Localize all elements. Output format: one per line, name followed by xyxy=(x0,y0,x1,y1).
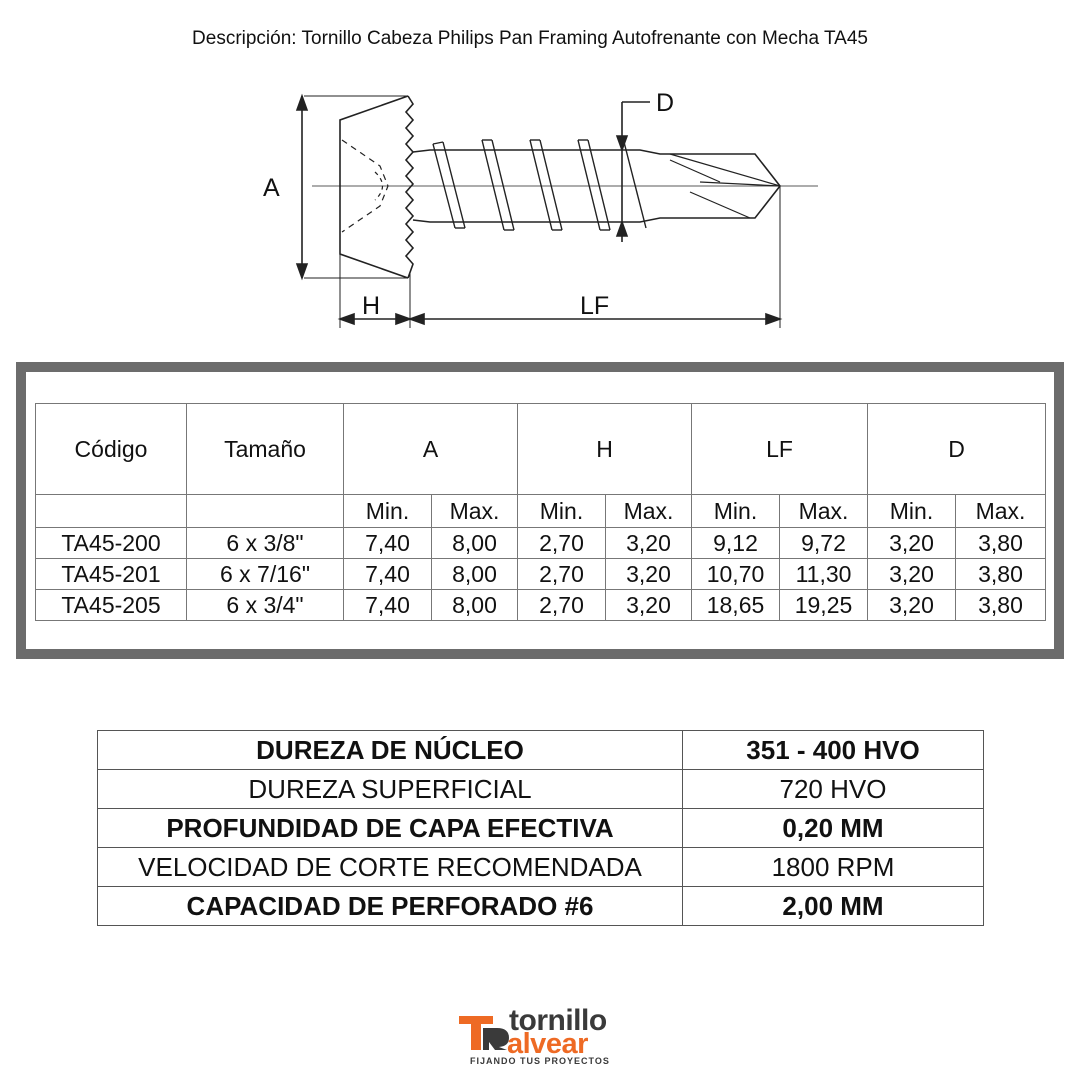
cell-tamano: 6 x 3/8" xyxy=(187,528,344,559)
label-lf: LF xyxy=(580,292,610,320)
cell-h-min: 2,70 xyxy=(518,559,606,590)
cell-d-max: 3,80 xyxy=(956,590,1046,621)
logo-mark-icon xyxy=(459,1012,511,1052)
header-blank xyxy=(187,495,344,528)
header-codigo: Código xyxy=(36,404,187,495)
cell-h-max: 3,20 xyxy=(606,528,692,559)
cell-a-min: 7,40 xyxy=(344,528,432,559)
cell-a-min: 7,40 xyxy=(344,559,432,590)
cell-h-min: 2,70 xyxy=(518,590,606,621)
cell-h-max: 3,20 xyxy=(606,590,692,621)
property-value: 720 HVO xyxy=(683,770,984,809)
cell-a-max: 8,00 xyxy=(432,590,518,621)
header-blank xyxy=(36,495,187,528)
cell-d-min: 3,20 xyxy=(868,590,956,621)
cell-d-min: 3,20 xyxy=(868,528,956,559)
cell-d-max: 3,80 xyxy=(956,528,1046,559)
subheader-max: Max. xyxy=(956,495,1046,528)
thread-lines xyxy=(433,140,646,230)
cell-codigo: TA45-205 xyxy=(36,590,187,621)
label-a: A xyxy=(263,174,280,202)
screw-head xyxy=(340,96,408,278)
property-row xyxy=(98,770,984,809)
header-a: A xyxy=(344,404,518,495)
cell-d-max: 3,80 xyxy=(956,559,1046,590)
label-d: D xyxy=(656,89,675,117)
property-row xyxy=(98,887,984,926)
property-label: DUREZA DE NÚCLEO xyxy=(98,731,683,770)
cell-a-max: 8,00 xyxy=(432,528,518,559)
table-row xyxy=(36,528,1046,559)
subheader-max: Max. xyxy=(780,495,868,528)
subheader-min: Min. xyxy=(344,495,432,528)
property-row xyxy=(98,809,984,848)
subheader-max: Max. xyxy=(432,495,518,528)
description-title: Descripción: Tornillo Cabeza Philips Pan Framing Autofrenante con Mecha TA45 xyxy=(192,28,868,49)
cell-a-max: 8,00 xyxy=(432,559,518,590)
cell-lf-max: 9,72 xyxy=(780,528,868,559)
cell-lf-min: 18,65 xyxy=(692,590,780,621)
logo-tagline: FIJANDO TUS PROYECTOS xyxy=(470,1056,610,1066)
subheader-min: Min. xyxy=(868,495,956,528)
property-label: CAPACIDAD DE PERFORADO #6 xyxy=(98,887,683,926)
property-row xyxy=(98,848,984,887)
header-h: H xyxy=(518,404,692,495)
cell-d-min: 3,20 xyxy=(868,559,956,590)
table-row xyxy=(36,590,1046,621)
logo-text-alvear: alvear xyxy=(507,1028,588,1060)
brand-logo xyxy=(459,1004,629,1068)
subheader-min: Min. xyxy=(692,495,780,528)
property-value: 0,20 MM xyxy=(683,809,984,848)
property-label: PROFUNDIDAD DE CAPA EFECTIVA xyxy=(98,809,683,848)
logo-text-tornillo: tornillo xyxy=(509,1004,607,1037)
cell-tamano: 6 x 3/4" xyxy=(187,590,344,621)
property-value: 1800 RPM xyxy=(683,848,984,887)
property-value: 351 - 400 HVO xyxy=(683,731,984,770)
property-label: VELOCIDAD DE CORTE RECOMENDADA xyxy=(98,848,683,887)
subheader-min: Min. xyxy=(518,495,606,528)
properties-table xyxy=(97,730,984,926)
cell-codigo: TA45-200 xyxy=(36,528,187,559)
cell-h-min: 2,70 xyxy=(518,528,606,559)
screw-technical-drawing xyxy=(250,82,830,342)
cell-lf-max: 11,30 xyxy=(780,559,868,590)
cell-h-max: 3,20 xyxy=(606,559,692,590)
property-label: DUREZA SUPERFICIAL xyxy=(98,770,683,809)
subheader-max: Max. xyxy=(606,495,692,528)
header-tamano: Tamaño xyxy=(187,404,344,495)
flange-serration xyxy=(406,96,413,278)
spec-table xyxy=(35,403,1046,621)
table-row xyxy=(36,559,1046,590)
cell-tamano: 6 x 7/16" xyxy=(187,559,344,590)
cell-codigo: TA45-201 xyxy=(36,559,187,590)
label-h: H xyxy=(362,292,381,320)
header-d: D xyxy=(868,404,1046,495)
cell-lf-max: 19,25 xyxy=(780,590,868,621)
cell-lf-min: 9,12 xyxy=(692,528,780,559)
cell-a-min: 7,40 xyxy=(344,590,432,621)
header-lf: LF xyxy=(692,404,868,495)
cell-lf-min: 10,70 xyxy=(692,559,780,590)
property-row xyxy=(98,731,984,770)
property-value: 2,00 MM xyxy=(683,887,984,926)
